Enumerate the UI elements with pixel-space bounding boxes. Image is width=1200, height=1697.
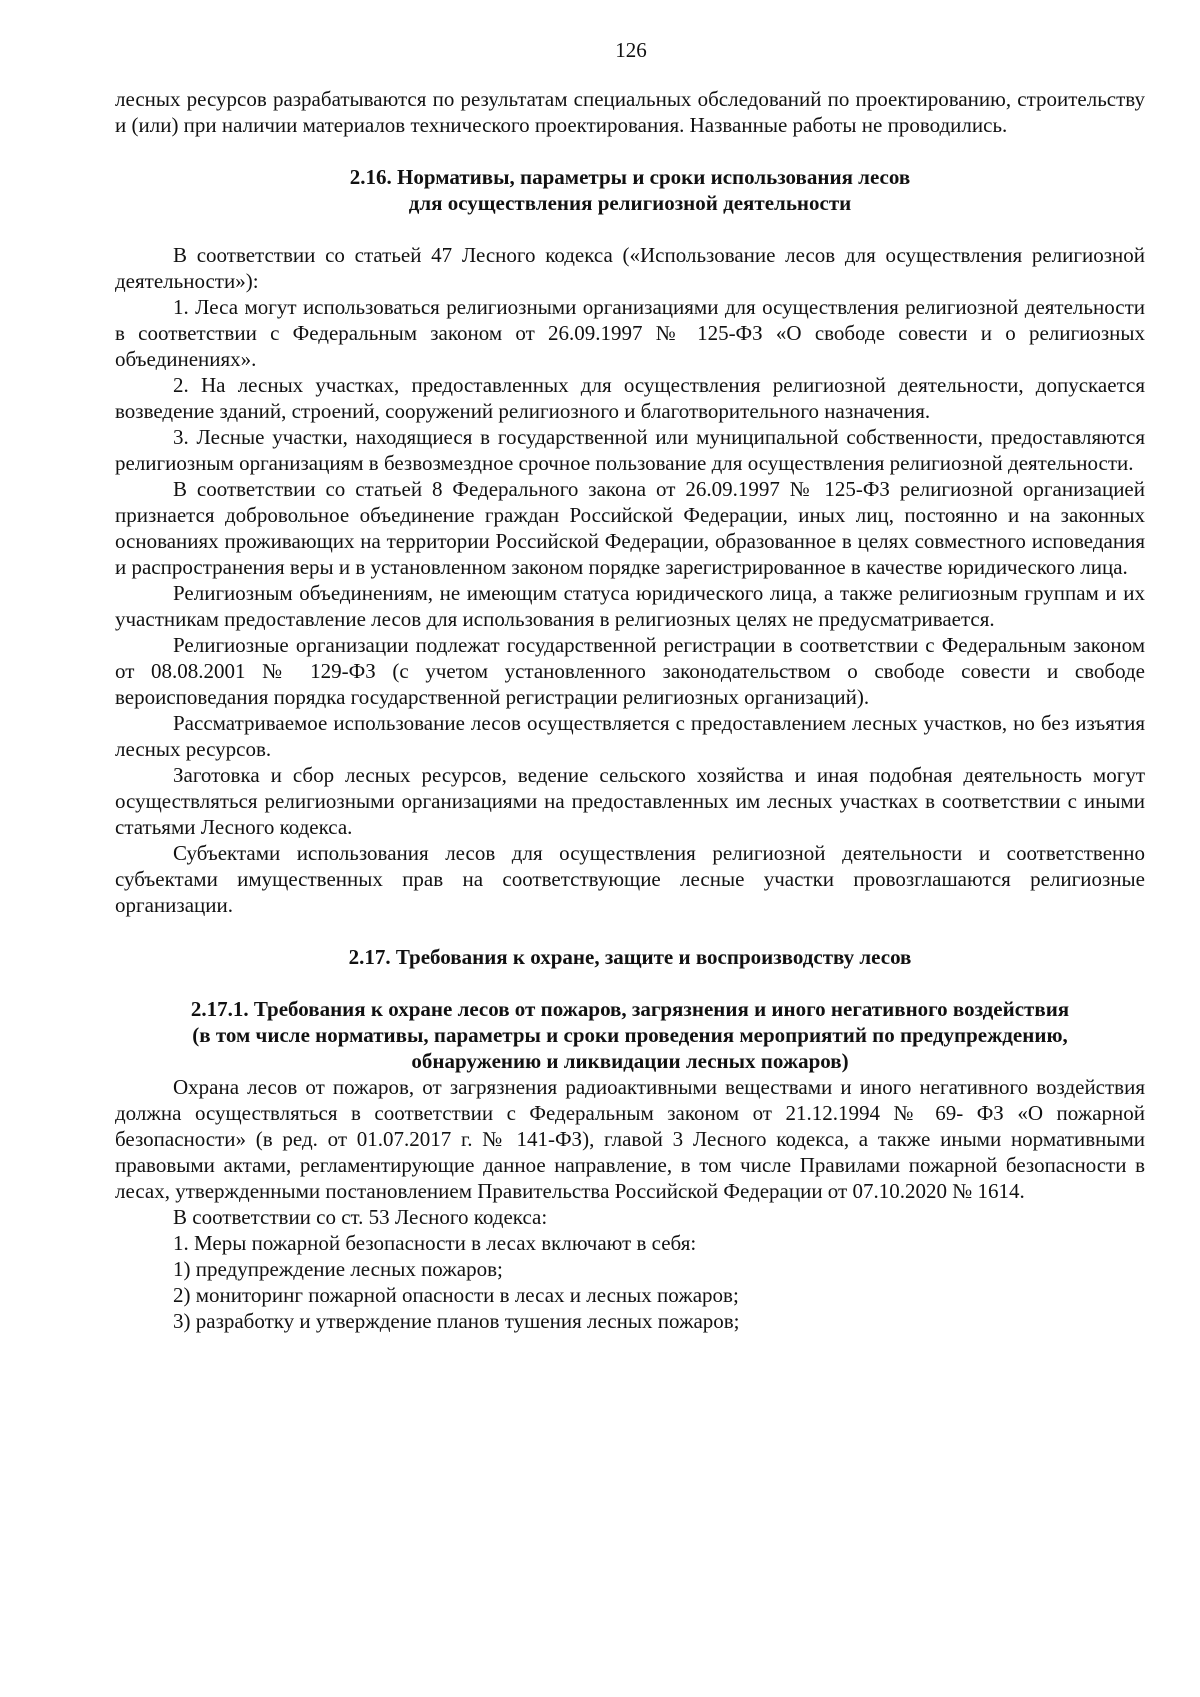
page-number: 126 xyxy=(615,38,647,62)
paragraph: 1. Меры пожарной безопасности в лесах включают в себя: xyxy=(173,1231,697,1255)
section-2-17-1-heading-line2: (в том числе нормативы, параметры и сроки проведения мероприятий по предупреждению, xyxy=(192,1023,1068,1047)
paragraph: В соответствии со ст. 53 Лесного кодекса: xyxy=(173,1205,548,1229)
intro-paragraph: лесных ресурсов разрабатываются по результатам специальных обследований по проектированию, строительству и (или) при наличии материалов технического проектирования. Названные работы не проводились. xyxy=(115,87,1145,137)
list-item: 3) разработку и утверждение планов тушения лесных пожаров; xyxy=(173,1309,740,1333)
paragraph: Охрана лесов от пожаров, от загрязнения радиоактивными веществами и иного негативного воздействия должна осуществляться в соответствии с Федеральным законом от 21.12.1994 № 69- ФЗ «О пожарной безопасности» (в ред. от 01.07.2017 г. № 141-ФЗ), главой 3 Лесного кодекса, а также иными нормативными правовыми актами, регламентирующие данное направление, в том числе Правилами пожарной безопасности в лесах, утвержденными постановлением Правительства Российской Федерации от 07.10.2020 № 1614. xyxy=(115,1075,1145,1203)
section-2-16-heading xyxy=(115,164,1145,216)
section-2-16-body xyxy=(115,242,1145,918)
section-2-16-heading-line2: для осуществления религиозной деятельности xyxy=(408,191,852,215)
section-2-16-heading-line1: 2.16. Нормативы, параметры и сроки использования лесов xyxy=(349,165,911,189)
section-2-17-1-heading xyxy=(115,996,1145,1074)
paragraph: Заготовка и сбор лесных ресурсов, ведение сельского хозяйства и иная подобная деятельность могут осуществляться религиозными организациями на предоставленных им лесных участках в соответствии с иными статьями Лесного кодекса. xyxy=(115,763,1145,839)
paragraph: 1. Леса могут использоваться религиозными организациями для осуществления религиозной деятельности в соответствии с Федеральным законом от 26.09.1997 № 125-ФЗ «О свободе совести и о религиозных объединениях». xyxy=(115,295,1145,371)
paragraph: Субъектами использования лесов для осуществления религиозной деятельности и соответственно субъектами имущественных прав на соответствующие лесные участки провозглашаются религиозные организации. xyxy=(115,841,1145,917)
list-item: 2) мониторинг пожарной опасности в лесах и лесных пожаров; xyxy=(173,1283,739,1307)
paragraph: Рассматриваемое использование лесов осуществляется с предоставлением лесных участков, но без изъятия лесных ресурсов. xyxy=(115,711,1145,761)
paragraph: 3. Лесные участки, находящиеся в государственной или муниципальной собственности, предоставляются религиозным организациям в безвозмездное срочное пользование для осуществления религиозной деятельности. xyxy=(115,425,1145,475)
paragraph: В соответствии со статьей 47 Лесного кодекса («Использование лесов для осуществления религиозной деятельности»): xyxy=(115,243,1145,293)
paragraph: Религиозным объединениям, не имеющим статуса юридического лица, а также религиозным группам и их участникам предоставление лесов для использования в религиозных целях не предусматривается. xyxy=(115,581,1145,631)
section-2-17-heading: 2.17. Требования к охране, защите и воспроизводству лесов xyxy=(348,945,912,969)
section-2-17-1-body xyxy=(115,1074,1145,1334)
list-item: 1) предупреждение лесных пожаров; xyxy=(173,1257,503,1281)
paragraph: 2. На лесных участках, предоставленных для осуществления религиозной деятельности, допускается возведение зданий, строений, сооружений религиозного и благотворительного назначения. xyxy=(115,373,1145,423)
section-2-17-1-heading-line3: обнаружению и ликвидации лесных пожаров) xyxy=(411,1049,849,1073)
paragraph: В соответствии со статьей 8 Федерального закона от 26.09.1997 № 125-ФЗ религиозной организацией признается добровольное объединение граждан Российской Федерации, иных лиц, постоянно и на законных основаниях проживающих на территории Российской Федерации, образованное в целях совместного исповедания и распространения веры и в установленном законом порядке зарегистрированное в качестве юридического лица. xyxy=(115,477,1145,579)
document-body xyxy=(115,86,1145,1334)
section-2-17-1-heading-line1: 2.17.1. Требования к охране лесов от пожаров, загрязнения и иного негативного воздействия xyxy=(190,997,1070,1021)
paragraph: Религиозные организации подлежат государственной регистрации в соответствии с Федеральным законом от 08.08.2001 № 129-ФЗ (с учетом установленного законодательством о свободе совести и свободе вероисповедания порядка государственной регистрации религиозных организаций). xyxy=(115,633,1145,709)
